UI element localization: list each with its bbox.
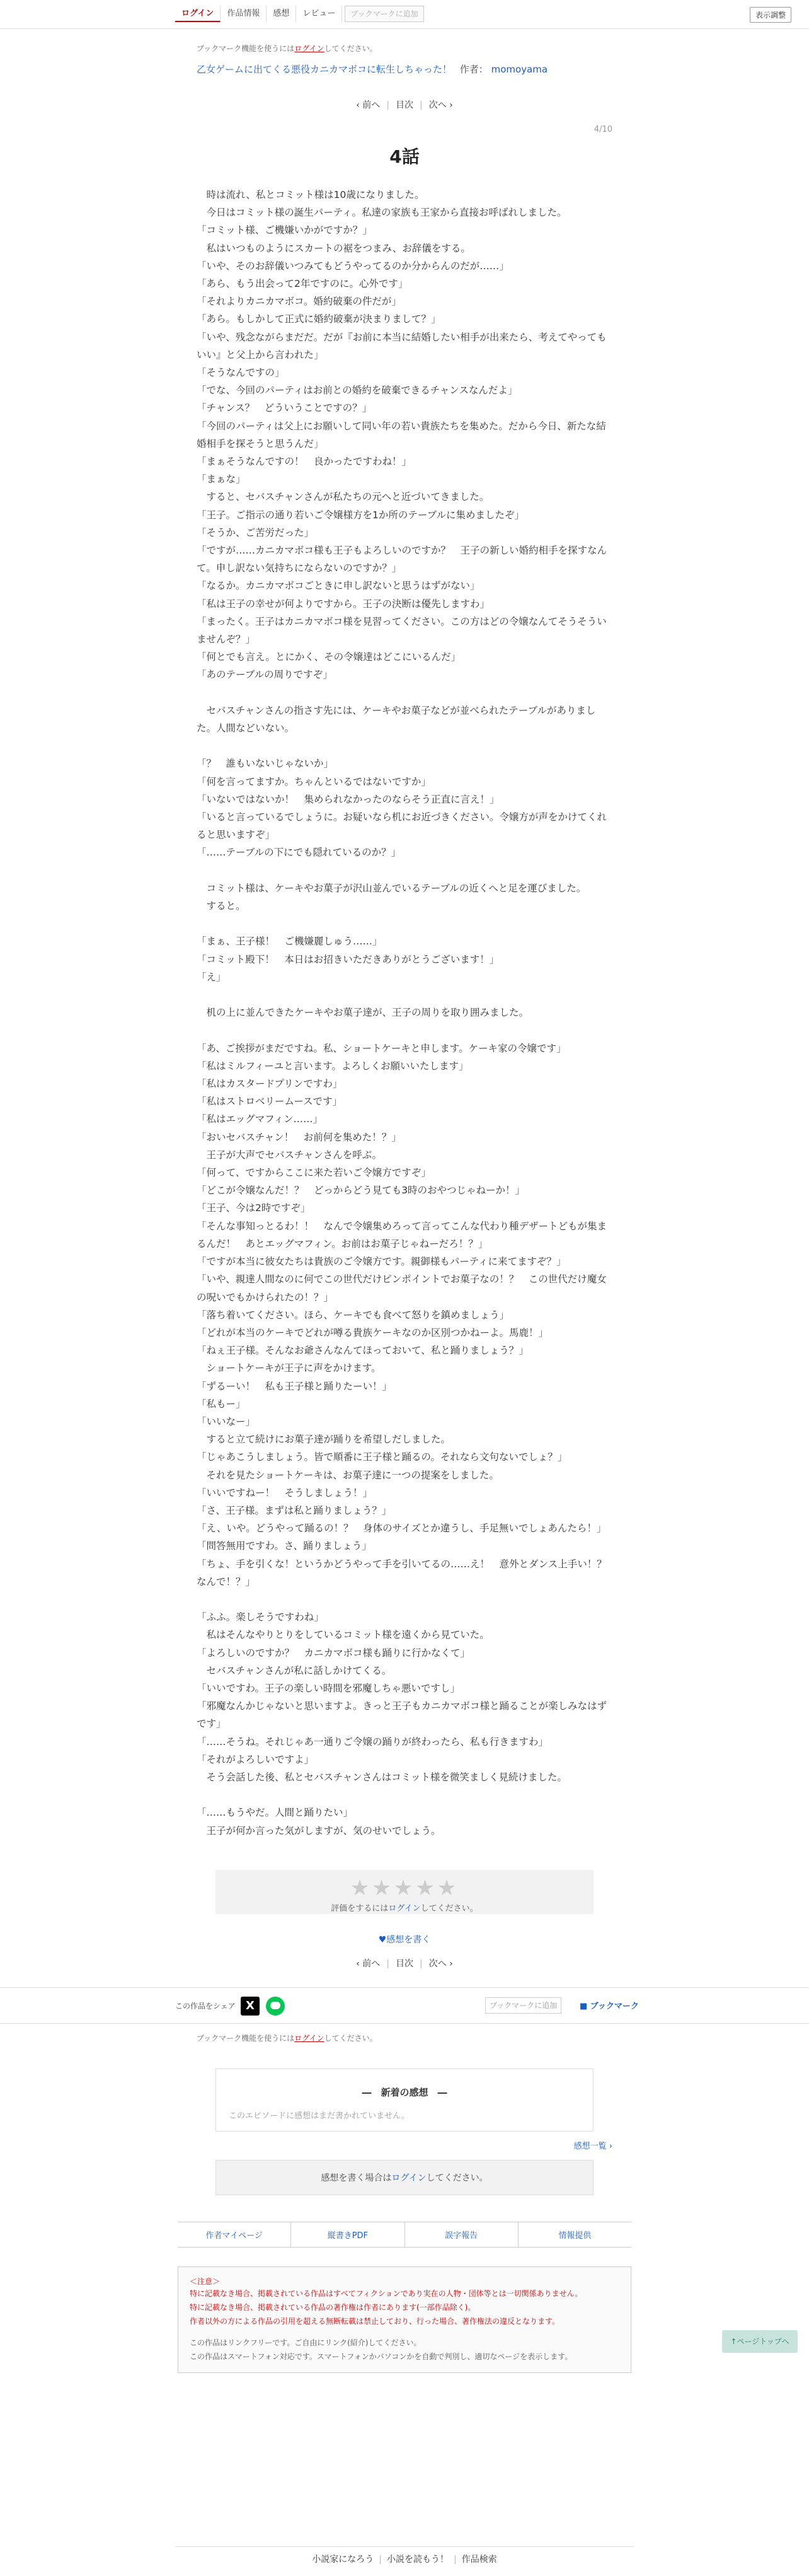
yomou-link[interactable]: 小説を読もう！ <box>387 2555 449 2565</box>
review-login-link[interactable]: ログイン <box>391 2173 427 2183</box>
body-line: 「でな、今回のパーティはお前との婚約を破棄できるチャンスなんだよ」 <box>197 385 518 397</box>
body-line: 「コミット様、ご機嫌いかがですか？」 <box>197 224 372 236</box>
next-link-bottom[interactable]: 次へ › <box>428 1958 453 1969</box>
notice-line: 特に記載なき場合、掲載されている作品はすべてフィクションであり実在の人物・団体等とは一切関係ありません。 <box>190 2289 583 2298</box>
body-line: 「チャンス？ どういうことですの？」 <box>197 402 372 414</box>
reviews-list-link[interactable]: 感想一覧 › <box>573 2141 612 2151</box>
author-link[interactable]: momoyama <box>491 64 548 75</box>
body-line: 「それよりカニカマボコ。婚約破棄の件だが」 <box>197 296 401 308</box>
body-line: 「おいセバスチャン！ お前何を集めた！？」 <box>197 1131 401 1143</box>
bookmark-login-link-bottom[interactable]: ログイン <box>294 2033 324 2043</box>
body-line: 「私はエッグマフィン……」 <box>197 1113 323 1125</box>
body-line: 「それがよろしいですよ」 <box>197 1753 314 1765</box>
body-line <box>197 1021 612 1039</box>
body-line: 「まぁそうなんですの！ 良かったですわね！」 <box>197 456 412 468</box>
display-settings-button[interactable]: 表示調整 <box>750 7 791 23</box>
body-line: 「あ、ご挨拶がまだですね。私、ショートケーキと申します。ケーキ家の令嬢です」 <box>197 1042 566 1054</box>
body-line: 「まぁ、王子様！ ご機嫌麗しゅう……」 <box>197 936 382 948</box>
body-line: 「ずるーい！ 私も王子様と踊りたーい！」 <box>197 1380 393 1392</box>
top-nav <box>175 6 424 22</box>
impressions-link[interactable]: 感想 <box>267 6 296 22</box>
body-line <box>197 862 612 879</box>
typo-report-link[interactable]: 誤字報告 <box>405 2222 519 2247</box>
body-line: 「何を言ってますか。ちゃんといるではないですか」 <box>197 775 431 787</box>
body-line <box>197 986 612 1004</box>
rating-stars[interactable]: ★★★★★ <box>350 1875 459 1901</box>
body-line: 王子が大声でセバスチャンさんを呼ぶ。 <box>197 1149 382 1161</box>
body-line: 「じゃあこうしましょう。皆で順番に王子様と踊るの。それなら文句ないでしょ？」 <box>197 1451 568 1463</box>
rating-login-link[interactable]: ログイン <box>388 1903 421 1913</box>
body-line: 「……テーブルの下にでも隠れているのか？」 <box>197 847 401 859</box>
body-line: セバスチャンさんの指さす先には、ケーキやお菓子などが並べられたテーブルがありました。人間などいない。 <box>197 704 596 734</box>
body-line: 「そうなんですの」 <box>197 367 285 379</box>
work-info-link[interactable]: 作品情報 <box>221 6 267 22</box>
notice-line: 特に記載なき場合、掲載されている作品の著作権は作者にあります(一部作品除く)。 <box>190 2302 476 2312</box>
bottom-links: 小説家になろう | 小説を読もう！ | 作品検索 <box>312 2555 497 2565</box>
body-line: 「……もうやだ。人間と踊りたい」 <box>197 1807 353 1819</box>
body-line: 「コミット殿下！ 本日はお招きいただきありがとうございます！」 <box>197 953 500 965</box>
review-link[interactable]: レビュー <box>296 6 342 22</box>
body-line: 私はそんなやりとりをしているコミット様を遠くから見ていた。 <box>197 1629 490 1641</box>
notice-box <box>178 2266 631 2373</box>
main-content <box>197 43 617 1970</box>
body-line <box>197 737 612 755</box>
body-line: 「いや、残念ながらまだだ。だが『お前に本当に結婚したい相手が出来たら、考えてやってもいい』と父上から言われた」 <box>197 331 607 361</box>
notice-line: この作品はリンクフリーです。ご自由にリンク(紹介)してください。 <box>190 2338 422 2347</box>
body-line: 「ふふ。楽しそうですわね」 <box>197 1611 324 1623</box>
work-title-link[interactable]: 乙女ゲームに出てくる悪役カニカマボコに転生しちゃった！ <box>197 64 452 75</box>
write-review-link[interactable]: ♥感想を書く <box>378 1934 431 1945</box>
next-link[interactable]: 次へ › <box>428 100 453 110</box>
body-line: 「まったく。王子はカニカマボコ様を見習ってください。この方はどの令嬢なんてそうそういませんぞ？」 <box>197 615 607 646</box>
body-line: すると。 <box>197 900 246 912</box>
body-line: 「いいですわ。王子の楽しい時間を邪魔しちゃ悪いですし」 <box>197 1682 460 1694</box>
body-line: 「落ち着いてください。ほら、ケーキでも食べて怒りを鎮めましょう」 <box>197 1309 510 1321</box>
body-line: 「そんな事知っとるわ！！ なんで令嬢集めろって言ってこんな代わり種デザートどもが集まるんだ！ あとエッグマフィン。お前はお菓子じゃねーだろ！？」 <box>197 1220 607 1250</box>
share-bar <box>0 1987 809 2024</box>
toc-link[interactable]: 目次 <box>396 100 413 110</box>
body-line: 「今回のパーティは父上にお願いして同い年の若い貴族たちを集めた。だから今日、新たな結婚相手を探そうと思うんだ」 <box>197 420 606 450</box>
body-line: 「ちょ、手を引くな！というかどうやって手を引いてるの……え！ 意外とダンス上手い！？ なんで！？」 <box>197 1558 617 1587</box>
notice-title: ＜注意＞ <box>190 2277 221 2286</box>
body-line: 「私はストロベリームースです」 <box>197 1096 342 1108</box>
body-line: 「いると言っているでしょうに。お疑いなら机にお近づきください。令嬢方が声をかけてくれると思いますぞ」 <box>197 811 607 841</box>
body-line <box>197 1591 612 1608</box>
bookmark-login-link[interactable]: ログイン <box>294 44 324 53</box>
x-share-icon[interactable]: X <box>241 1997 260 2016</box>
chapter-title: 4話 <box>389 146 420 167</box>
lower-content <box>197 2033 612 2195</box>
body-line: 机の上に並んできたケーキやお菓子達が、王子の周りを取り囲みました。 <box>197 1007 529 1019</box>
novel-body <box>197 186 617 1840</box>
body-line: 「いや、そのお辞儀いつみてもどうやってるのか分からんのだが……」 <box>197 260 509 272</box>
body-line: 「あら。もしかして正式に婚約破棄が決まりまして？」 <box>197 313 441 325</box>
body-line: 「いいなー」 <box>197 1415 256 1427</box>
body-line: 私はいつものようにスカートの裾をつまみ、お辞儀をする。 <box>197 242 471 254</box>
bookmark-notice-bottom: ブックマーク機能を使うにはログインしてください。 <box>197 2033 377 2043</box>
author-mypage-link[interactable]: 作者マイページ <box>178 2222 291 2247</box>
body-line: そう会話した後、私とセバスチャンさんはコミット様を微笑ましく見続けました。 <box>197 1771 567 1783</box>
notice-line: この作品はスマートフォン対応です。スマートフォンかパソコンかを自動で判別し、適切なページを表示します。 <box>190 2352 573 2361</box>
work-header <box>197 62 612 76</box>
vertical-pdf-link[interactable]: 縦書きPDF <box>291 2222 404 2247</box>
rating-note: 評価をするにはログインしてください。 <box>331 1903 478 1913</box>
body-line: 「どこが令嬢なんだ！？ どっからどう見ても3時のおやつじゃねーか！」 <box>197 1185 525 1197</box>
body-line: セバスチャンさんが私に話しかけてくる。 <box>197 1664 392 1676</box>
prev-link-bottom[interactable]: ‹ 前へ <box>356 1958 381 1969</box>
body-line: 「……そうね。それじゃあ一通りご令嬢の踊りが終わったら、私も行きますわ」 <box>197 1736 548 1748</box>
body-line: 王子が何か言った気がしますが、気のせいでしょう。 <box>197 1825 441 1836</box>
bookmark-button[interactable]: ■ ブックマーク <box>580 2001 639 2011</box>
body-line: 「？ 誰もいないじゃないか」 <box>197 758 334 770</box>
new-reviews-heading: ― 新着の感想 ― <box>362 2086 447 2098</box>
body-line: 「王子、今は2時ですぞ」 <box>197 1202 311 1214</box>
body-line: 「ですが本当に彼女たちは貴族のご令嬢方です。親御様もパーティに来てますぞ？」 <box>197 1256 566 1268</box>
body-line: 「何とでも言え。とにかく、その令嬢達はどこにいるんだ」 <box>197 651 461 663</box>
notice-line: 作者以外の方による作品の引用を超える無断転載は禁止しており、行った場合、著作権法の違反となります。 <box>190 2316 560 2326</box>
rating-box <box>215 1870 594 1914</box>
body-line: コミット様は、ケーキやお菓子が沢山並んでいるテーブルの近くへと足を運びました。 <box>197 882 587 894</box>
bottom-divider <box>175 2546 634 2547</box>
body-line: 「いいですねー！ そうしましょう！」 <box>197 1487 373 1499</box>
body-line: 「いないではないか！ 集められなかったのならそう正直に言え！」 <box>197 793 500 805</box>
body-line: それを見たショートケーキは、お菓子達に一つの提案をしました。 <box>197 1469 499 1481</box>
toc-link-bottom[interactable]: 目次 <box>396 1958 413 1969</box>
body-line: 今日はコミット様の誕生パーティ。私達の家族も王家から直接お呼ばれしました。 <box>197 207 567 219</box>
login-link[interactable]: ログイン <box>175 6 221 22</box>
body-line: ショートケーキが王子に声をかけます。 <box>197 1362 381 1374</box>
login-to-review: 感想を書く場合はログインしてください。 <box>215 2160 594 2195</box>
bookmark-notice: ブックマーク機能を使うにはログインしてください。 <box>197 44 377 53</box>
body-line: 「私はミルフィーユと言います。よろしくお願いいたします」 <box>197 1060 469 1072</box>
episode-pager-top: ‹ 前へ | 目次 | 次へ › <box>356 100 453 110</box>
body-line: 「問答無用ですわ。さ、踊りましょう」 <box>197 1540 372 1552</box>
info-provide-link[interactable]: 情報提供 <box>558 2231 592 2241</box>
body-line: 「邪魔なんかじゃないと思いますよ。きっと王子もカニカマボコ様と踊ることが楽しみなはずです」 <box>197 1700 607 1730</box>
bookmark-add-button-bottom[interactable]: ブックマークに追加 <box>485 1997 561 2014</box>
body-line: 「まぁな」 <box>197 473 246 485</box>
new-reviews-box <box>215 2068 594 2132</box>
body-line: 「私もー」 <box>197 1398 246 1410</box>
body-line <box>197 915 612 932</box>
body-line: 「私はカスタードプリンですわ」 <box>197 1078 343 1090</box>
page-top-button[interactable]: ↑ページトップへ <box>722 2330 798 2353</box>
page-count: 4/10 <box>594 125 612 134</box>
body-line: 「さ、王子様。まずは私と踊りましょう？」 <box>197 1504 392 1516</box>
body-line <box>197 1786 612 1804</box>
bookmark-add-button[interactable]: ブックマークに追加 <box>345 6 423 22</box>
narou-link[interactable]: 小説家になろう <box>312 2555 374 2565</box>
body-line: 「え」 <box>197 971 226 983</box>
body-line: すると立て続けにお菓子達が踊りを希望しだしました。 <box>197 1434 451 1446</box>
body-line: すると、セバスチャンさんが私たちの元へと近づいてきました。 <box>197 491 490 503</box>
body-line: 「何って、ですからここに来た若いご令嬢方ですぞ」 <box>197 1167 431 1179</box>
body-line: 「よろしいのですか？ カニカマボコ様も踊りに行かなくて」 <box>197 1647 471 1659</box>
body-line: 「そうか、ご苦労だった」 <box>197 526 314 538</box>
author-label: 作者： <box>459 64 488 75</box>
body-line: 「ねぇ王子様。そんなお爺さんなんてほっておいて、私と踊りましょう？」 <box>197 1345 529 1357</box>
episode-pager-bottom: ‹ 前へ | 目次 | 次へ › <box>356 1958 453 1969</box>
search-link[interactable]: 作品検索 <box>461 2555 497 2565</box>
body-line: 「どれが本当のケーキでどれが噂る貴族ケーキなのか区別つかねーよ。馬鹿！」 <box>197 1326 549 1338</box>
body-line: 「なるか。カニカマボコごときに申し訳ないと思うはずがない」 <box>197 580 480 592</box>
body-line: 「あのテーブルの周りですぞ」 <box>197 669 333 681</box>
share-label: この作品をシェア <box>175 2001 236 2010</box>
body-line <box>197 684 612 702</box>
body-line: 時は流れ、私とコミット様は10歳になりました。 <box>197 189 425 200</box>
body-line: 「あら、もう出会って2年ですのに。心外です」 <box>197 278 408 290</box>
body-line: 「王子。ご指示の通り若いご令嬢様方を1か所のテーブルに集めましたぞ」 <box>197 509 524 521</box>
body-line: 「ですが……カニカマボコ様も王子もよろしいのですか？ 王子の新しい婚約相手を探すなんて。申し訳ない気持ちにならないのですか？」 <box>197 545 607 574</box>
body-line: 「いや、親達人間なのに何でこの世代だけピンポイントでお菓子なの！？ この世代だけ魔女の呪いでもかけられたの！？」 <box>197 1273 607 1303</box>
top-bar <box>0 0 809 29</box>
line-share-icon[interactable] <box>266 1997 285 2016</box>
prev-link[interactable]: ‹ 前へ <box>356 100 381 110</box>
no-reviews-text: このエピソードに感想はまだ書かれていません。 <box>229 2111 410 2121</box>
footer-links <box>178 2222 631 2248</box>
body-line: 「え、いや。どうやって踊るの！？ 身体のサイズとか違うし、手足無いでしょあんたら！」 <box>197 1523 607 1535</box>
body-line: 「私は王子の幸せが何よりですから。王子の決断は優先しますわ」 <box>197 598 490 610</box>
